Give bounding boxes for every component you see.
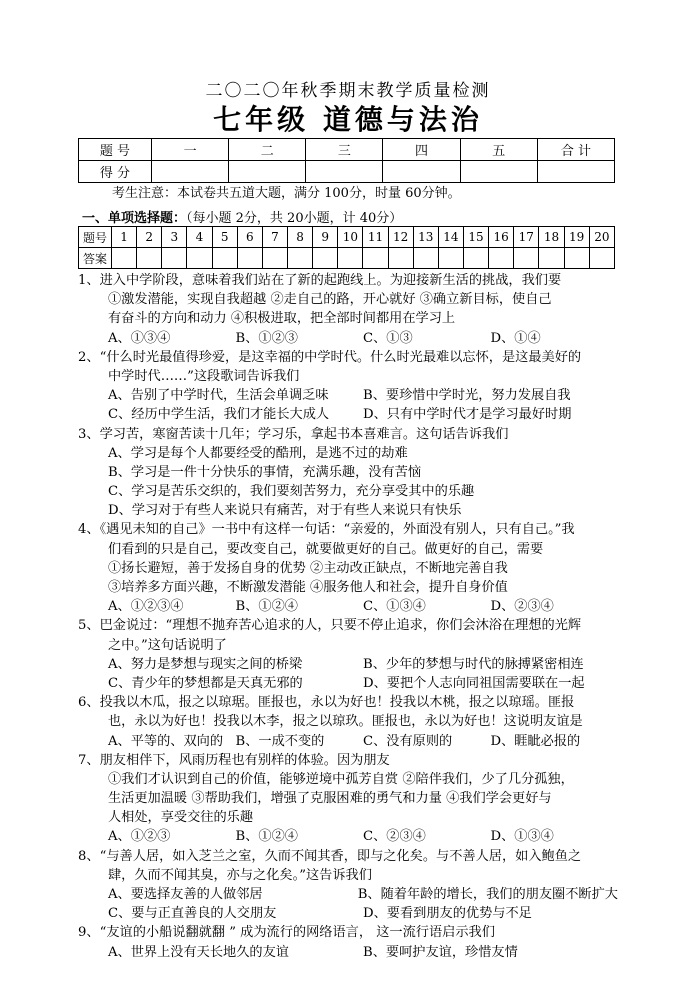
answer-number-cell: 5 <box>212 227 237 248</box>
question-stem: 9、“友谊的小船说翻就翻 ” 成为流行的网络语言， 这一流行语启示我们 <box>78 925 495 941</box>
option-row <box>78 655 618 674</box>
answer-number-cell: 6 <box>237 227 262 248</box>
option-choice[interactable]: C、①③ <box>363 330 413 346</box>
answer-number-cell: 3 <box>162 227 187 248</box>
exam-title: 二〇二〇年秋季期末教学质量检测 <box>205 81 491 101</box>
question-item <box>78 616 618 693</box>
answer-number-cell: 11 <box>363 227 388 248</box>
section-desc: （每小题 2分，共 20小题，计 40分） <box>186 211 403 226</box>
answer-fill-row <box>79 248 615 269</box>
question-text-line: ①扬长避短，善于发扬自身的优势 ②主动改正缺点，不断地完善自我 <box>108 560 508 576</box>
option-choice[interactable]: B、少年的梦想与时代的脉搏紧密相连 <box>363 656 584 672</box>
answer-input-cell[interactable] <box>438 248 463 269</box>
answer-row-label: 答案 <box>79 248 112 269</box>
answer-input-cell[interactable] <box>514 248 539 269</box>
option-choice[interactable]: D、要看到朋友的优势与不足 <box>363 906 532 922</box>
option-row <box>78 732 618 751</box>
option-choice[interactable]: C、②③④ <box>363 829 426 845</box>
score-cell: 三 <box>306 139 383 161</box>
option-row <box>78 597 618 616</box>
score-input-cell[interactable] <box>306 161 383 183</box>
answer-input-cell[interactable] <box>262 248 287 269</box>
answer-number-cell: 13 <box>413 227 438 248</box>
score-table-score-row <box>79 161 615 183</box>
question-text-line: ①我们才认识到自己的价值，能够逆境中孤芳自赏 ②陪伴我们，少了几分孤独， <box>108 771 574 787</box>
option-choice[interactable]: A、努力是梦想与现实之间的桥梁 <box>108 656 303 672</box>
option-choice[interactable]: A、世界上没有天长地久的友谊 <box>108 944 289 960</box>
option-choice[interactable]: B、①②④ <box>235 829 298 845</box>
score-input-cell[interactable] <box>460 161 537 183</box>
answer-input-cell[interactable] <box>162 248 187 269</box>
answer-number-cell: 1 <box>112 227 137 248</box>
answer-number-row <box>79 227 615 248</box>
option-choice[interactable]: D、②③④ <box>490 599 554 615</box>
option-choice[interactable]: B、随着年龄的增长，我们的朋友圈不断扩大 <box>357 887 618 902</box>
answer-number-cell: 17 <box>514 227 539 248</box>
score-table <box>78 138 615 183</box>
option-row <box>78 482 618 501</box>
score-input-cell[interactable] <box>537 161 614 183</box>
option-row <box>78 501 618 520</box>
answer-input-cell[interactable] <box>564 248 589 269</box>
answer-input-cell[interactable] <box>589 248 614 269</box>
question-stem: 8、“与善人居，如入芝兰之室，久而不闻其香，即与之化矣。与不善人居，如入鲍鱼之 <box>78 848 582 864</box>
question-item <box>78 520 618 616</box>
question-item <box>78 348 618 425</box>
option-row <box>78 827 618 846</box>
question-text-line: 人相处，享受交往的乐趣 <box>108 810 254 826</box>
score-cell-label: 得 分 <box>79 161 152 183</box>
question-text-line: ①激发潜能，实现自我超越 ②走自己的路，开心就好 ③确立新目标，使自己 <box>108 292 552 308</box>
question-stem: 5、巴金说过：“理想不抛弃苦心追求的人，只要不停止追求，你们会沐浴在理想的光辉 <box>78 618 582 634</box>
answer-number-cell: 9 <box>313 227 338 248</box>
answer-number-cell: 8 <box>287 227 312 248</box>
option-choice[interactable]: A、要选择友善的人做邻居 <box>108 887 263 902</box>
answer-input-cell[interactable] <box>539 248 564 269</box>
answer-number-cell: 12 <box>388 227 413 248</box>
exam-notice: 考生注意：本试卷共五道大题，满分 100分，时量 60分钟。 <box>112 186 461 201</box>
option-choice[interactable]: C、青少年的梦想都是天真无邪的 <box>108 675 303 691</box>
answer-number-cell: 15 <box>463 227 488 248</box>
answer-input-cell[interactable] <box>413 248 438 269</box>
answer-input-cell[interactable] <box>313 248 338 269</box>
score-input-cell[interactable] <box>383 161 460 183</box>
option-choice[interactable]: A、平等的、双向的 <box>108 733 224 749</box>
score-cell: 四 <box>383 139 460 161</box>
question-stem: 3、学习苦，寒窗苦读十几年；学习乐，拿起书本喜难言。这句话告诉我们 <box>78 426 509 442</box>
option-choice[interactable]: B、学习是一件十分快乐的事情，充满乐趣，没有苦恼 <box>108 464 422 480</box>
option-choice[interactable]: B、一成不变的 <box>235 733 325 749</box>
question-stem: 7、朋友相伴下，风雨历程也有别样的体验。因为朋友 <box>78 752 390 768</box>
question-text-line: ③培养多方面兴趣，不断激发潜能 ④服务他人和社会，提升自身价值 <box>108 580 508 595</box>
option-choice[interactable]: A、①②③ <box>108 829 171 845</box>
question-item <box>78 847 618 924</box>
question-text-line: 中学时代……”这段歌词告诉我们 <box>108 368 300 384</box>
answer-number-cell: 19 <box>564 227 589 248</box>
option-choice[interactable]: B、要呵护友谊，珍惜友情 <box>363 944 518 960</box>
question-item <box>78 693 618 751</box>
option-choice[interactable]: B、要珍惜中学时光，努力发展自我 <box>363 388 571 404</box>
question-item <box>78 425 618 521</box>
question-stem: 4、《遇见未知的自己》一书中有这样一句话：“亲爱的，外面没有别人，只有自己。”我 <box>78 522 575 538</box>
option-choice[interactable]: D、要把个人志向同祖国需要联在一起 <box>363 675 585 691</box>
option-row <box>78 444 618 463</box>
option-row <box>78 904 618 923</box>
question-item <box>78 923 618 961</box>
score-table-header-row <box>79 139 615 161</box>
question-list <box>78 271 618 962</box>
option-choice[interactable]: C、学习是苦乐交织的，我们要刻苦努力，充分享受其中的乐趣 <box>108 484 475 500</box>
option-choice[interactable]: A、①②③④ <box>108 599 184 615</box>
option-choice[interactable]: B、①②④ <box>235 599 298 615</box>
option-row <box>78 885 618 904</box>
option-choice[interactable]: C、①③④ <box>363 599 426 615</box>
score-input-cell[interactable] <box>229 161 306 183</box>
answer-row-label: 题号 <box>79 227 112 248</box>
score-cell: 一 <box>152 139 229 161</box>
score-input-cell[interactable] <box>152 161 229 183</box>
answer-number-cell: 14 <box>438 227 463 248</box>
question-stem: 2、“什么时光最值得珍爱，是这幸福的中学时代。什么时光最难以忘怀，是这最美好的 <box>78 349 582 365</box>
answer-number-cell: 7 <box>262 227 287 248</box>
answer-input-cell[interactable] <box>237 248 262 269</box>
answer-number-cell: 20 <box>589 227 614 248</box>
option-choice[interactable]: C、要与正直善良的人交朋友 <box>108 906 277 922</box>
score-cell: 二 <box>229 139 306 161</box>
question-text-line: 也，永以为好也！投我以木李，报之以琼玖。匪报也，永以为好也！这说明友谊是 <box>108 714 583 730</box>
option-choice[interactable]: C、没有原则的 <box>363 733 453 749</box>
exam-subject: 七年级 道德与法治 <box>213 103 483 136</box>
answer-input-cell[interactable] <box>137 248 162 269</box>
answer-number-cell: 16 <box>489 227 514 248</box>
answer-input-cell[interactable] <box>112 248 137 269</box>
answer-number-cell: 4 <box>187 227 212 248</box>
option-choice[interactable]: D、①③④ <box>490 829 554 845</box>
option-row <box>78 463 618 482</box>
answer-input-cell[interactable] <box>287 248 312 269</box>
option-choice[interactable]: D、睚眦必报的 <box>490 733 581 749</box>
question-stem: 1、进入中学阶段，意味着我们站在了新的起跑线上。为迎接新生活的挑战，我们要 <box>78 273 562 288</box>
answer-input-cell[interactable] <box>187 248 212 269</box>
score-cell-label: 题 号 <box>79 139 152 161</box>
question-text-line: 肆，久而不闻其臭，亦与之化矣。”这告诉我们 <box>108 867 372 883</box>
option-row <box>78 943 618 962</box>
answer-number-cell: 10 <box>338 227 363 248</box>
option-choice[interactable]: A、告别了中学时代，生活会单调乏味 <box>108 388 329 404</box>
question-text-line: 生活更加温暖 ③帮助我们，增强了克服困难的勇气和力量 ④我们学会更好与 <box>108 791 552 807</box>
question-item <box>78 271 618 348</box>
answer-input-cell[interactable] <box>388 248 413 269</box>
option-choice[interactable]: D、学习对于有些人来说只有痛苦，对于有些人来说只有快乐 <box>108 503 462 519</box>
option-row <box>78 405 618 424</box>
score-cell: 五 <box>460 139 537 161</box>
option-choice[interactable]: B、①②③ <box>235 330 298 346</box>
option-choice[interactable]: A、①③④ <box>108 330 171 346</box>
option-choice[interactable]: C、经历中学生活，我们才能长大成人 <box>108 407 330 423</box>
question-text-line: 们看到的只是自己，要改变自己，就要做更好的自己。做更好的自己，需要 <box>108 541 544 557</box>
option-choice[interactable]: D、①④ <box>490 330 541 346</box>
answer-table <box>78 226 615 269</box>
score-cell: 合 计 <box>537 139 614 161</box>
answer-input-cell[interactable] <box>212 248 237 269</box>
option-row <box>78 329 618 348</box>
section-heading <box>82 207 402 226</box>
answer-number-cell: 18 <box>539 227 564 248</box>
question-text-line: 有奋斗的方向和动力 ④积极进取，把全部时间都用在学习上 <box>108 311 456 327</box>
option-choice[interactable]: A、学习是每个人都要经受的酷刑，是逃不过的劫难 <box>108 445 408 461</box>
option-row <box>78 386 618 405</box>
option-choice[interactable]: D、只有中学时代才是学习最好时期 <box>363 407 572 423</box>
answer-number-cell: 2 <box>137 227 162 248</box>
question-stem: 6、投我以木瓜，报之以琼琚。匪报也，永以为好也！投我以木桃，报之以琼瑶。匪报 <box>78 695 575 711</box>
question-item <box>78 751 618 847</box>
answer-input-cell[interactable] <box>338 248 363 269</box>
answer-input-cell[interactable] <box>463 248 488 269</box>
answer-input-cell[interactable] <box>363 248 388 269</box>
option-row <box>78 674 618 693</box>
answer-input-cell[interactable] <box>489 248 514 269</box>
section-title: 一、单项选择题： <box>82 211 187 226</box>
question-text-line: 之中。”这句话说明了 <box>108 637 227 653</box>
